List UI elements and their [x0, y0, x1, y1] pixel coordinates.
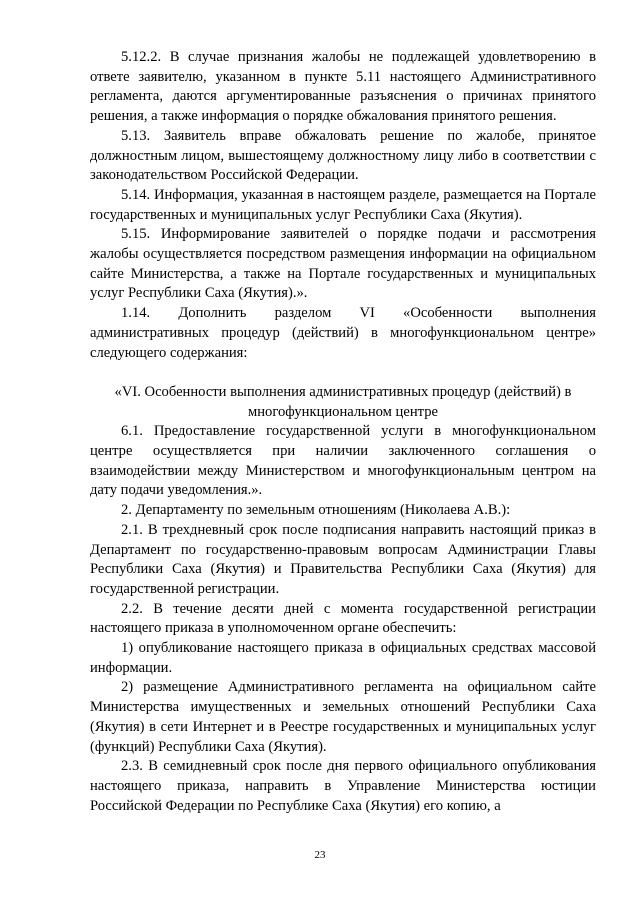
page-number: 23 [314, 849, 326, 861]
paragraph-6-1: 6.1. Предоставление государственной услуги в многофункциональном центре осуществляется при наличии заключенного соглашения о взаимодействии между Министерством и многофункциональным центром на дату подачи уведомления.». [90, 423, 596, 499]
paragraph-1-14: 1.14. Дополнить разделом VI «Особенности выполнения административных процедур (действий) в многофункциональном центре» следующего содержания: [90, 305, 596, 361]
paragraph-2-3: 2.3. В семидневный срок после дня первого официального опубликования настоящего приказа, направить в Управление Министерства юстиции Российской Федерации по Республике Саха (Якутия) его копию, а [90, 758, 596, 814]
list-item-1: 1) опубликование настоящего приказа в официальных средствах массовой информации. [90, 640, 596, 676]
paragraph-2: 2. Департаменту по земельным отношениям (Николаева А.В.): [121, 502, 511, 519]
paragraph-5-13: 5.13. Заявитель вправе обжаловать решение по жалобе, принятое должностным лицом, вышестоящему должностному лицу либо в соответствии с законодательством Российской Федерации. [90, 127, 596, 184]
section-heading: «VI. Особенности выполнения административных процедур (действий) в многофункциональном центре [114, 383, 572, 420]
document-body [90, 48, 596, 816]
paragraph-2-1: 2.1. В трехдневный срок после подписания направить настоящий приказ в Департамент по государственно-правовым вопросам Администрации Главы Республики Саха (Якутия) и Правительства Республики Саха (Якутия) для государственной регистрации. [90, 521, 596, 597]
paragraph-2-2: 2.2. В течение десяти дней с момента государственной регистрации настоящего приказа в уполномоченном органе обеспечить: [90, 600, 596, 637]
list-item-2: 2) размещение Административного регламента на официальном сайте Министерства имущественных и земельных отношений Республики Саха (Якутия) в сети Интернет и в Реестре государственных и муниципальных услуг (функций) Республики Саха (Якутия). [90, 679, 596, 755]
paragraph-5-14: 5.14. Информация, указанная в настоящем разделе, размещается на Портале государственных и муниципальных услуг Республики Саха (Якутия). [90, 186, 596, 223]
paragraph-5-15: 5.15. Информирование заявителей о порядке подачи и рассмотрения жалобы осуществляется посредством размещения информации на официальном сайте Министерства, а также на Портале государственных и муниципальных услуг Республики Саха (Якутия).». [90, 226, 596, 302]
paragraph-5-12-2: 5.12.2. В случае признания жалобы не подлежащей удовлетворению в ответе заявителю, указанном в пункте 5.11 настоящего Административного регламента, даются аргументированные разъяснения о причинах принятого решения, а также информация о порядке обжалования принятого решения. [90, 49, 596, 125]
